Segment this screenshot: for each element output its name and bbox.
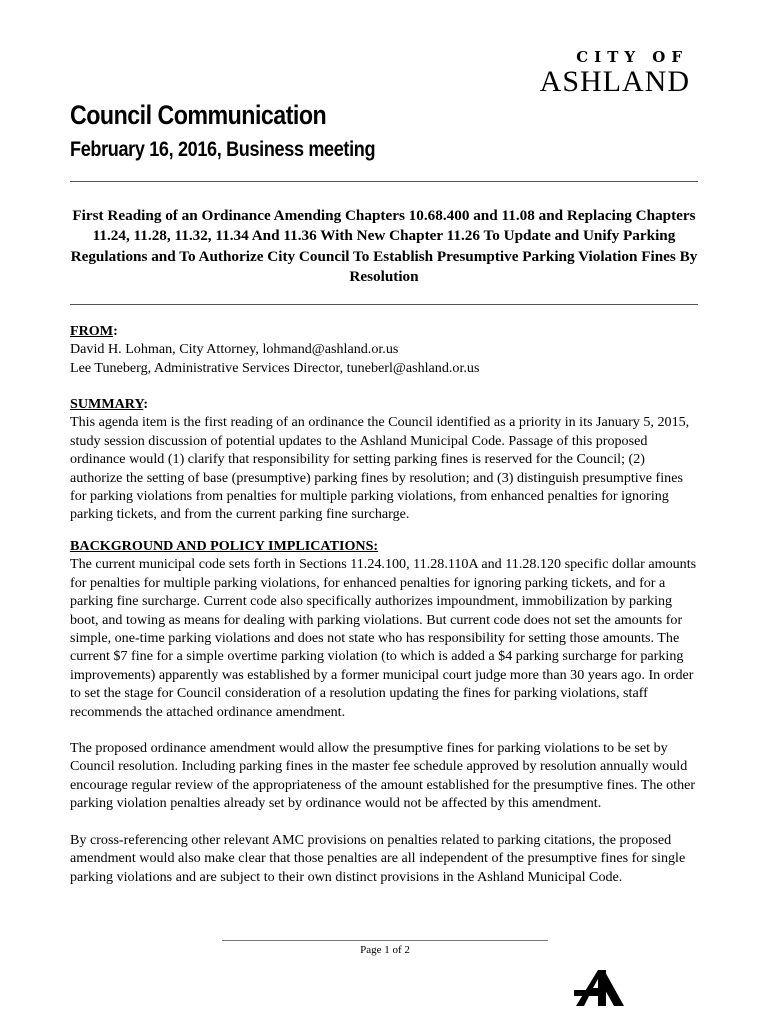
background-paragraph: The current municipal code sets forth in Sections 11.24.100, 11.28.110A and 11.28.120 specific dollar amounts for penalties for multiple parking violations, for enhanced penalties for ignoring parking tickets, and for a parking fine surcharge. Current code also specifically authorizes impoundment, immobilization by parking boot, and towing as means for dealing with parking violations. But current code does not set the amounts for simple, one-time parking violations and does not state who has responsibility for setting those amounts. The current $7 fine for a simple overtime parking violation (to which is added a $4 parking surcharge for parking improvements) apparently was established by a former municipal court judge more than 30 years ago. In order to set the stage for Council consideration of a resolution updating the fines for parking violations, staff recommends the attached ordinance amendment. [70, 556, 697, 720]
summary-section: SUMMARY: This agenda item is the first reading of an ordinance the Council identified as a priority in its January 5, 2015, study session discussion of potential updates to the Ashland Municipal Code. Passage of this proposed ordinance would (1) clarify that responsibility for setting parking fines is reserved for the Council; (2) authorize the setting of base (presumptive) parking fines by resolution; and (3) distinguish presumptive fines for parking violations from penalties for multiple parking violations, from enhanced penalties for ignoring parking tickets, and from the current parking fine surcharge. [70, 395, 698, 524]
from-section: FROM: David H. Lohman, City Attorney, lohmand@ashland.or.us Lee Tuneberg, Administrative Services Director, tuneberl@ashland.or.us [70, 322, 698, 377]
from-label: FROM [70, 323, 114, 339]
logo-ashland: ASHLAND [539, 65, 690, 98]
background-paragraph: By cross-referencing other relevant AMC provisions on penalties related to parking citations, the proposed amendment would also make clear that those penalties are all independent of the presumptive fines for single parking violations and are subject to their own distinct provisions in the Ashland Municipal Code. [70, 831, 686, 885]
footer-divider [222, 940, 548, 941]
logo-city-of: CITY OF [576, 48, 688, 66]
ashland-a-logo-icon [574, 968, 626, 1008]
from-line: Lee Tuneberg, Administrative Services Director, tuneberl@ashland.or.us [70, 359, 480, 376]
background-paragraph: The proposed ordinance amendment would allow the presumptive fines for parking violations to be set by Council resolution. Including parking fines in the master fee schedule approved by resolution annually would encourage regular review of the appropriateness of the amount established for the presumptive fines. The other parking violation penalties already set by ordinance would not be affected by this amendment. [70, 740, 696, 812]
agenda-item-title: First Reading of an Ordinance Amending Chapters 10.68.400 and 11.08 and Replacing Chapters 11.24, 11.28, 11.32, 11.34 And 11.36 With New Chapter 11.26 To Update and Unify Parking Regulations and To Authorize City Council To Establish Presumptive Parking Violation Fines By Resolution [70, 207, 698, 285]
from-line: David H. Lohman, City Attorney, lohmand@ashland.or.us [70, 341, 399, 358]
page-number: Page 1 of 2 [360, 944, 410, 956]
background-label: BACKGROUND AND POLICY IMPLICATIONS: [70, 538, 379, 554]
meeting-date: February 16, 2016, Business meeting [70, 138, 376, 161]
page-title: Council Communication [70, 100, 327, 130]
city-logo [540, 48, 690, 96]
divider-heading [70, 304, 698, 305]
divider-top [70, 181, 698, 182]
summary-text: This agenda item is the first reading of an ordinance the Council identified as a priority in its January 5, 2015, study session discussion of potential updates to the Ashland Municipal Code. Passage of this proposed ordinance would (1) clarify that responsibility for setting parking fines is reserved for the Council; (2) authorize the setting of base (presumptive) parking fines by resolution; and (3) distinguish presumptive fines for parking violations from penalties for multiple parking violations, from enhanced penalties for ignoring parking tickets, and from the current parking fine surcharge. [70, 414, 690, 523]
summary-label: SUMMARY [70, 396, 144, 412]
background-section [70, 537, 698, 886]
